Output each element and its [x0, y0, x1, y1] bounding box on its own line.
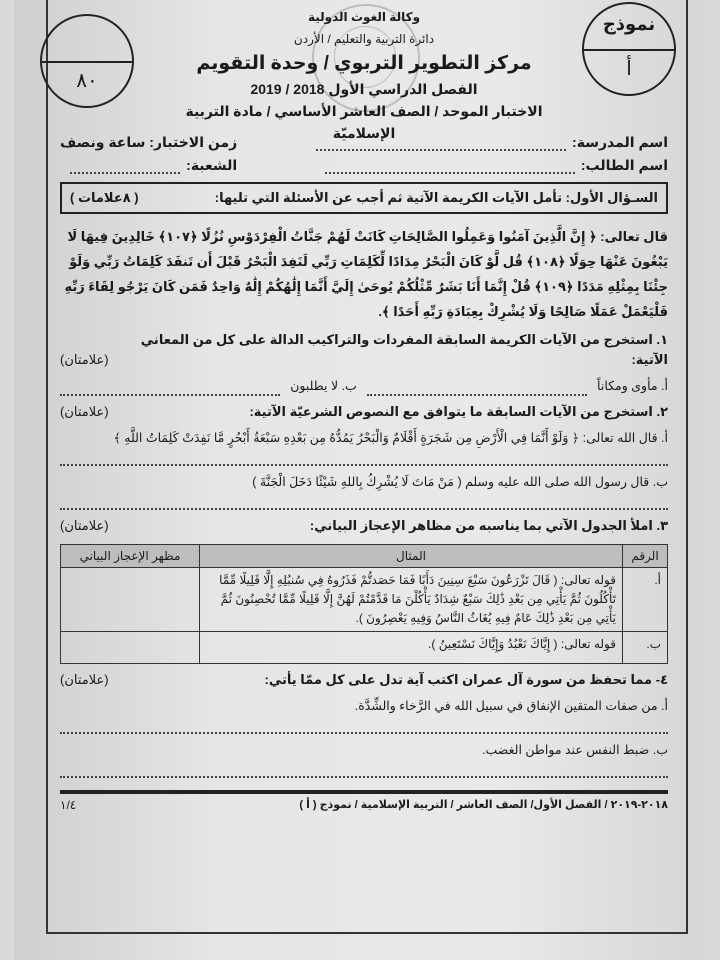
table-row — [61, 632, 668, 664]
sub-question-2: ٢. استخرج من الآيات السابقة ما يتوافق مع النصوص الشرعيّة الآتية: — [249, 404, 668, 419]
exam-duration: زمن الاختبار: ساعة ونصف — [60, 134, 238, 150]
answer-line[interactable] — [60, 776, 668, 778]
footer — [60, 790, 668, 812]
table-row — [61, 568, 668, 632]
sub-question-3: ٣. املأ الجدول الآتي بما يناسبه من مظاهر الإعجاز البياني: — [309, 518, 668, 533]
row-example: قوله تعالى: ( قَالَ تَزْرَعُونَ سَبْعَ سِنِينَ دَأَبًا فَمَا حَصَدتُّمْ فَذَرُوهُ فِي سُنبُلِهِ إِلَّا قَلِيلًا مِّمَّا تَأْكُلُونَ ثُمَّ يَأْتِي مِن بَعْدِ ذَٰلِكَ سَبْعٌ شِدَادٌ يَأْكُلْنَ مَا قَدَّمْتُمْ لَهُنَّ إِلَّا قَلِيلًا مِّمَّا تُحْصِنُونَ ثُمَّ يَأْتِي مِن بَعْدِ ذَٰلِكَ عَامٌ فِيهِ يُغَاثُ النَّاسُ وَفِيهِ يَعْصِرُونَ ). — [200, 568, 623, 632]
section-label: الشعبة: — [186, 157, 238, 173]
marks-circle — [40, 14, 134, 108]
answer-line[interactable] — [60, 394, 280, 396]
department-name: دائرة التربية والتعليم / الأردن — [293, 32, 435, 46]
school-input[interactable] — [316, 149, 566, 151]
table-header-row — [61, 545, 668, 568]
footer-text: ٢٠١٨-٢٠١٩ / الفصل الأول/ الصف العاشر / التربية الإسلامية / نموذج ( أ ) — [299, 799, 668, 811]
row-number: ب. — [623, 632, 668, 664]
question-1-marks: ( ٨علامات ) — [70, 190, 139, 205]
item-b-text: ب. قال رسول الله صلى الله عليه وسلم ( مَنْ مَاتَ لَا يُشْرِكُ بِاللهِ شَيْئًا دَخَلَ الْجَنَّةَ ) — [252, 475, 668, 489]
model-label: نموذج — [602, 14, 656, 34]
answer-line[interactable] — [367, 394, 587, 396]
column-header: الرقم — [623, 545, 668, 568]
answer-line[interactable] — [60, 464, 668, 466]
answer-cell[interactable] — [61, 568, 200, 632]
item-b-label: ب. لا يطلبون — [290, 379, 357, 393]
sub-question-1-marks: (علامتان) — [60, 352, 109, 367]
column-header: المثال — [200, 545, 623, 568]
sub-question-4: ٤- مما تحفظ من سورة آل عمران اكتب آية تدل على كل ممّا يأتي: — [264, 672, 668, 687]
verse-line: أَحَدًا ﴾. — [378, 304, 419, 319]
total-marks: ٨٠ — [76, 70, 98, 92]
exam-title: الاختبار الموحد / الصف العاشر الأساسي / مادة التربية الإسلاميّة — [185, 103, 543, 141]
answer-cell[interactable] — [61, 632, 200, 664]
sub-question-4-marks: (علامتان) — [60, 672, 109, 687]
student-label: اسم الطالب: — [580, 157, 668, 173]
section-input[interactable] — [70, 172, 180, 174]
item-a-text: أ. من صفات المتقين الإنفاق في سبيل الله في الرَّخاء والشِّدَّة. — [354, 699, 668, 713]
verse-line: أَنَا بَشَرٌ مِّثْلُكُمْ يُوحَىٰ إِلَيَّ أَنَّمَا إِلَٰهُكُمْ إِلَٰهٌ وَاحِدٌ فَمَن كَانَ يَرْجُو لِقَاءَ رَبِّهِ فَلْيَعْمَلْ عَمَلًا صَالِحًا وَلَا يُشْرِكْ بِعِبَادَةِ رَبِّهِ — [64, 279, 668, 319]
column-header: مظهر الإعجاز البياني — [61, 545, 200, 568]
answer-line[interactable] — [60, 732, 668, 734]
row-example: قوله تعالى: ( إِيَّاكَ نَعْبُدُ وَإِيَّاكَ نَسْتَعِينُ ). — [200, 632, 623, 664]
model-value: أ — [626, 58, 632, 80]
student-input[interactable] — [325, 172, 575, 174]
row-number: أ. — [623, 568, 668, 632]
question-1-header — [60, 182, 668, 214]
bayani-table — [60, 544, 668, 664]
verses — [60, 224, 668, 324]
sub-question-1: ١. استخرج من الآيات الكريمة السابقة المفردات والتراكيب الدالة على كل من المعاني الآتية: — [140, 332, 668, 367]
exam-header — [60, 0, 668, 141]
item-b-text: ب. ضبط النفس عند مواطن الغضب. — [482, 743, 668, 757]
page-number: ١/٤ — [60, 798, 77, 812]
semester: الفصل الدراسي الأول 2018 / 2019 — [250, 81, 478, 97]
item-a-text: أ. قال الله تعالى: ﴿ وَلَوْ أَنَّمَا فِي الْأَرْضِ مِن شَجَرَةٍ أَقْلَامٌ وَالْبَحْرُ يَمُدُّهُ مِن بَعْدِهِ سَبْعَةُ أَبْحُرٍ مَّا نَفِدَتْ كَلِمَاتُ اللَّهِ ﴾ — [113, 431, 668, 445]
agency-name: وكالة الغوث الدولية — [307, 10, 421, 24]
item-a-label: أ. مأوى ومكاناً — [597, 379, 668, 393]
sub-question-2-marks: (علامتان) — [60, 404, 109, 419]
verse-line: قال تعالى: ﴿ إِنَّ الَّذِينَ آمَنُوا وَعَمِلُوا الصَّالِحَاتِ كَانَتْ لَهُمْ جَنَّاتُ الْفِرْدَوْسِ نُزُلًا ﴿١٠٧﴾ خَالِدِينَ فِيهَا لَا يَبْغُونَ عَنْهَا — [67, 229, 668, 269]
answer-line[interactable] — [60, 508, 668, 510]
sub-question-3-marks: (علامتان) — [60, 518, 109, 533]
school-label: اسم المدرسة: — [572, 134, 668, 150]
question-1-title: السـؤال الأول: تأمل الآيات الكريمة الآتية ثم أجب عن الأسئلة التي تليها: — [214, 190, 658, 205]
model-circle — [582, 2, 676, 96]
verse-line: حِوَلًا ﴿١٠٨﴾ قُل لَّوْ كَانَ الْبَحْرُ مِدَادًا لِّكَلِمَاتِ رَبِّي لَنَفِدَ الْبَحْرُ قَبْلَ أَن تَنفَدَ كَلِمَاتُ رَبِّي وَلَوْ جِئْنَا بِمِثْلِهِ مَدَدًا ﴿١٠٩﴾ قُلْ إِنَّمَا — [69, 254, 668, 294]
exam-page — [14, 0, 704, 960]
center-name: مركز التطوير التربوي / وحدة التقويم — [196, 53, 532, 74]
